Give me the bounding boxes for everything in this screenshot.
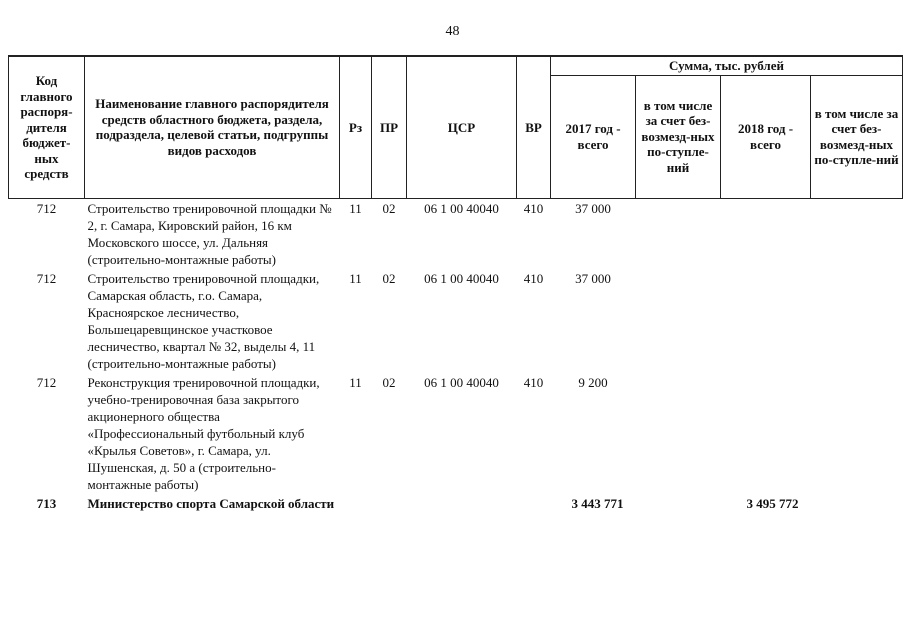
row-2018-total <box>721 269 811 373</box>
total-2018-incl <box>811 494 903 513</box>
total-pr <box>372 494 407 513</box>
row-code: 712 <box>36 270 57 286</box>
total-2017-total: 3 443 771 <box>571 495 624 511</box>
row-2018-total <box>721 373 811 494</box>
row-code: 712 <box>36 200 57 216</box>
header-2017-incl: в том числе за счет без-возмезд-ных по-ступле-ний <box>636 75 721 198</box>
budget-table <box>8 55 903 513</box>
row-csr: 06 1 00 40040 <box>424 270 499 286</box>
row-2017-total: 9 200 <box>578 374 608 390</box>
header-pr: ПР <box>372 56 407 198</box>
table-row <box>9 198 903 269</box>
header-sum: Сумма, тыс. рублей <box>551 56 903 75</box>
row-csr: 06 1 00 40040 <box>424 200 499 216</box>
row-2018-incl <box>811 269 903 373</box>
row-rz: 11 <box>349 270 362 286</box>
page-number: 48 <box>445 24 460 39</box>
header-2018-incl: в том числе за счет без-возмезд-ных по-ступле-ний <box>811 75 903 198</box>
header-code: Код главного распоря-дителя бюджет-ных средств <box>9 56 85 198</box>
header-name: Наименование главного распорядителя средств областного бюджета, раздела, подраздела, целевой статьи, подгруппы видов расходов <box>85 56 340 198</box>
total-code: 713 <box>36 495 57 511</box>
row-pr: 02 <box>382 270 396 286</box>
row-csr: 06 1 00 40040 <box>424 374 499 390</box>
row-vr: 410 <box>523 270 544 286</box>
row-2017-incl <box>636 269 721 373</box>
total-name: Министерство спорта Самарской области <box>87 495 335 511</box>
row-name: Реконструкция тренировочной площадки, учебно-тренировочная база закрытого акционерного общества «Профессиональный футбольный клуб «Крылья Советов», г. Самара, ул. Шушенская, д. 50 а (строительно-монтажные работы) <box>87 374 320 492</box>
table-header-row <box>9 56 903 75</box>
row-2018-incl <box>811 373 903 494</box>
table-row <box>9 269 903 373</box>
row-rz: 11 <box>349 374 362 390</box>
row-2017-total: 37 000 <box>575 200 611 216</box>
row-vr: 410 <box>523 374 544 390</box>
row-2017-total: 37 000 <box>575 270 611 286</box>
total-vr <box>517 494 551 513</box>
total-2017-incl <box>636 494 721 513</box>
row-vr: 410 <box>523 200 544 216</box>
row-2018-total <box>721 198 811 269</box>
row-code: 712 <box>36 374 57 390</box>
total-csr <box>407 494 517 513</box>
row-pr: 02 <box>382 200 396 216</box>
total-2018-total: 3 495 772 <box>746 495 799 511</box>
row-name: Строительство тренировочной площадки № 2, г. Самара, Кировский район, 16 км Московского шоссе, ул. Дальняя (строительно-монтажные работы) <box>87 200 332 267</box>
row-name: Строительство тренировочной площадки, Самарская область, г.о. Самара, Красноярское лесничество, Большецаревщинское участковое лесничество, квартал № 32, выделы 4, 11 (строительно-монтажные работы) <box>87 270 320 371</box>
row-rz: 11 <box>349 200 362 216</box>
total-rz <box>340 494 372 513</box>
row-2017-incl <box>636 198 721 269</box>
header-rz: Рз <box>340 56 372 198</box>
header-csr: ЦСР <box>407 56 517 198</box>
row-pr: 02 <box>382 374 396 390</box>
table-row <box>9 373 903 494</box>
row-2018-incl <box>811 198 903 269</box>
table-row-total <box>9 494 903 513</box>
header-2017-total: 2017 год - всего <box>551 75 636 198</box>
header-2018-total: 2018 год - всего <box>721 75 811 198</box>
header-vr: ВР <box>517 56 551 198</box>
row-2017-incl <box>636 373 721 494</box>
